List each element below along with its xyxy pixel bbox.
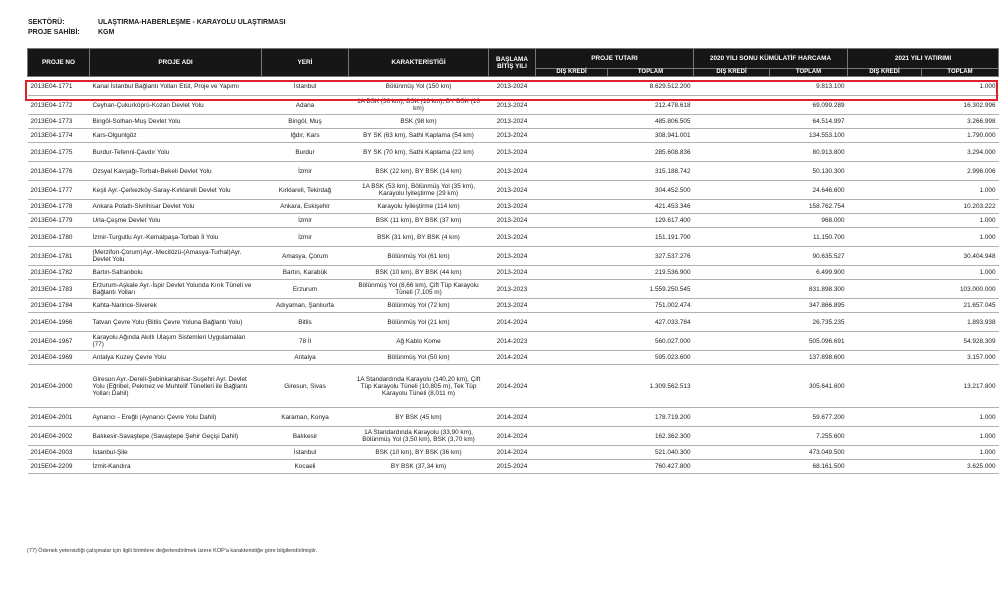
- cell-yeri: İstanbul: [262, 446, 349, 460]
- cell-baslama-bitis: 2015-2024: [489, 460, 536, 474]
- cell-h-dis-kredi: [694, 214, 770, 228]
- cell-proje-no: 2013E04-1778: [28, 200, 90, 214]
- cell-baslama-bitis: 2013-2023: [489, 280, 536, 299]
- cell-yeri: Antalya: [262, 351, 349, 365]
- cell-pt-dis-kredi: [536, 446, 608, 460]
- cell-y-toplam: 30.404.948: [922, 247, 999, 266]
- header-proje-adi: PROJE ADI: [90, 49, 262, 77]
- cell-pt-toplam: 595.023.600: [608, 351, 694, 365]
- cell-proje-no: 2013E04-1777: [28, 181, 90, 200]
- cell-proje-no: 2013E04-1775: [28, 143, 90, 162]
- cell-h-dis-kredi: [694, 247, 770, 266]
- subheader-h-toplam: TOPLAM: [770, 69, 848, 77]
- cell-yeri: Kocaeli: [262, 460, 349, 474]
- cell-h-dis-kredi: [694, 313, 770, 332]
- cell-karakteristigi: Bölünmüş Yol (8,66 km), Çift Tüp Karayolu Tüneli (7,105 m): [349, 280, 489, 299]
- cell-proje-no: 2014E04-2003: [28, 446, 90, 460]
- cell-h-toplam: 80.913.800: [770, 143, 848, 162]
- cell-proje-adi: Kahta-Narince-Siverek: [90, 299, 262, 313]
- cell-yeri: Balıkesir: [262, 427, 349, 446]
- cell-karakteristigi: BY SK (70 km), Sathi Kaplama (22 km): [349, 143, 489, 162]
- cell-y-toplam: 1.000: [922, 228, 999, 247]
- cell-baslama-bitis: 2013-2024: [489, 181, 536, 200]
- cell-proje-adi: Ozsyal Kavşağı-Torbalı-Bekeli Devlet Yolu: [90, 162, 262, 181]
- table-row: [28, 313, 999, 332]
- owner-value: KGM: [98, 29, 115, 36]
- cell-h-dis-kredi: [694, 181, 770, 200]
- cell-proje-adi: Giresun Ayr.-Dereli-Şebinkarahisar-Suşehri Ayr. Devlet Yolu (Eğribel, Pekmez ve Muhtelif Tünelleri ile Bağlantı Yolları Dahil): [90, 365, 262, 408]
- cell-yeri: İstanbul: [262, 77, 349, 96]
- cell-y-dis-kredi: [848, 280, 922, 299]
- cell-proje-no: 2014E04-1969: [28, 351, 90, 365]
- cell-h-dis-kredi: [694, 162, 770, 181]
- cell-karakteristigi: BSK (22 km), BY BSK (14 km): [349, 162, 489, 181]
- cell-baslama-bitis: 2013-2024: [489, 129, 536, 143]
- cell-h-toplam: 137.898.600: [770, 351, 848, 365]
- cell-proje-adi: İzmit-Kandıra: [90, 460, 262, 474]
- cell-y-toplam: 1.000: [922, 266, 999, 280]
- cell-baslama-bitis: 2013-2024: [489, 115, 536, 129]
- cell-y-toplam: 3.157.000: [922, 351, 999, 365]
- cell-yeri: Bartın, Karabük: [262, 266, 349, 280]
- cell-karakteristigi: Bölünmüş Yol (61 km): [349, 247, 489, 266]
- cell-karakteristigi: Karayolu İyileştirme (114 km): [349, 200, 489, 214]
- cell-h-dis-kredi: [694, 408, 770, 427]
- cell-y-dis-kredi: [848, 247, 922, 266]
- cell-y-toplam: 2.996.006: [922, 162, 999, 181]
- table-row: [28, 332, 999, 351]
- cell-yeri: Kırklareli, Tekirdağ: [262, 181, 349, 200]
- cell-proje-adi: Burdur-Tefenni-Çavdır Yolu: [90, 143, 262, 162]
- header-yeri: YERİ: [262, 49, 349, 77]
- cell-proje-adi: Urla-Çeşme Devlet Yolu: [90, 214, 262, 228]
- cell-y-toplam: 21.657.045: [922, 299, 999, 313]
- table-row: [28, 162, 999, 181]
- cell-pt-toplam: 421.453.346: [608, 200, 694, 214]
- table-row: [28, 228, 999, 247]
- cell-karakteristigi: BSK (98 km): [349, 115, 489, 129]
- cell-h-toplam: 134.553.100: [770, 129, 848, 143]
- owner-label: PROJE SAHİBİ:: [28, 29, 80, 36]
- header-2020-harcama: 2020 YILI SONU KÜMÜLATİF HARCAMA: [694, 49, 848, 69]
- project-table-wrapper: [27, 48, 998, 474]
- cell-y-dis-kredi: [848, 332, 922, 351]
- cell-y-toplam: 1.000: [922, 181, 999, 200]
- cell-y-toplam: 1.790.000: [922, 129, 999, 143]
- cell-y-dis-kredi: [848, 427, 922, 446]
- cell-y-toplam: 1.000: [922, 214, 999, 228]
- cell-y-toplam: 3.294.000: [922, 143, 999, 162]
- cell-proje-no: 2014E04-1966: [28, 313, 90, 332]
- table-row: [28, 214, 999, 228]
- cell-y-toplam: 16.302.996: [922, 96, 999, 115]
- cell-h-toplam: 158.762.754: [770, 200, 848, 214]
- cell-karakteristigi: Bölünmüş Yol (50 km): [349, 351, 489, 365]
- cell-pt-toplam: 427.033.784: [608, 313, 694, 332]
- table-row: [28, 427, 999, 446]
- subheader-h-dis-kredi: DIŞ KREDİ: [694, 69, 770, 77]
- cell-proje-adi: Bingöl-Solhan-Muş Devlet Yolu: [90, 115, 262, 129]
- cell-y-dis-kredi: [848, 129, 922, 143]
- cell-y-dis-kredi: [848, 365, 922, 408]
- cell-proje-no: 2013E04-1781: [28, 247, 90, 266]
- cell-h-dis-kredi: [694, 299, 770, 313]
- cell-pt-dis-kredi: [536, 181, 608, 200]
- owner-line: [28, 28, 114, 37]
- cell-proje-no: 2013E04-1780: [28, 228, 90, 247]
- cell-proje-no: 2013E04-1776: [28, 162, 90, 181]
- cell-baslama-bitis: 2013-2024: [489, 77, 536, 96]
- cell-y-toplam: 103.000.000: [922, 280, 999, 299]
- cell-h-toplam: 50.130.300: [770, 162, 848, 181]
- cell-pt-dis-kredi: [536, 214, 608, 228]
- cell-pt-dis-kredi: [536, 266, 608, 280]
- cell-y-toplam: 3.266.998: [922, 115, 999, 129]
- table-row: [28, 143, 999, 162]
- cell-karakteristigi: 1A Standardında Karayolu (33,90 km), Bölünmüş Yol (3,50 km), BSK (3,70 km): [349, 427, 489, 446]
- cell-y-dis-kredi: [848, 299, 922, 313]
- cell-yeri: Erzurum: [262, 280, 349, 299]
- cell-karakteristigi: Bölünmüş Yol (72 km): [349, 299, 489, 313]
- cell-h-toplam: 11.150.700: [770, 228, 848, 247]
- cell-karakteristigi: BY SK (63 km), Sathi Kaplama (54 km): [349, 129, 489, 143]
- table-row: [28, 129, 999, 143]
- cell-proje-no: 2013E04-1779: [28, 214, 90, 228]
- cell-pt-dis-kredi: [536, 280, 608, 299]
- cell-proje-adi: Aynarıcı - Ereğli (Aynarıcı Çevre Yolu Dahil): [90, 408, 262, 427]
- cell-h-dis-kredi: [694, 200, 770, 214]
- cell-h-toplam: 59.677.200: [770, 408, 848, 427]
- cell-baslama-bitis: 2013-2024: [489, 247, 536, 266]
- cell-pt-toplam: 521.040.300: [608, 446, 694, 460]
- cell-y-dis-kredi: [848, 351, 922, 365]
- cell-y-dis-kredi: [848, 460, 922, 474]
- cell-h-toplam: 64.514.997: [770, 115, 848, 129]
- cell-pt-toplam: 1.309.562.513: [608, 365, 694, 408]
- cell-yeri: Burdur: [262, 143, 349, 162]
- cell-proje-no: 2014E04-2002: [28, 427, 90, 446]
- cell-h-toplam: 26.735.235: [770, 313, 848, 332]
- cell-baslama-bitis: 2014-2024: [489, 446, 536, 460]
- cell-proje-no: 2013E04-1771: [28, 77, 90, 96]
- cell-pt-dis-kredi: [536, 313, 608, 332]
- cell-h-toplam: 831.898.300: [770, 280, 848, 299]
- sector-line: [28, 18, 286, 27]
- cell-yeri: Iğdır, Kars: [262, 129, 349, 143]
- cell-proje-adi: Tatvan Çevre Yolu (Bitlis Çevre Yoluna Bağlantı Yolu): [90, 313, 262, 332]
- cell-baslama-bitis: 2014-2024: [489, 427, 536, 446]
- cell-proje-adi: İstanbul-Şile: [90, 446, 262, 460]
- cell-y-toplam: 54.928.309: [922, 332, 999, 351]
- cell-yeri: Karaman, Konya: [262, 408, 349, 427]
- cell-pt-dis-kredi: [536, 460, 608, 474]
- cell-y-toplam: 1.000: [922, 408, 999, 427]
- cell-proje-no: 2013E04-1772: [28, 96, 90, 115]
- subheader-y-dis-kredi: DIŞ KREDİ: [848, 69, 922, 77]
- cell-pt-toplam: 751.002.474: [608, 299, 694, 313]
- cell-pt-dis-kredi: [536, 162, 608, 181]
- cell-h-toplam: 7.255.600: [770, 427, 848, 446]
- cell-pt-dis-kredi: [536, 427, 608, 446]
- subheader-pt-toplam: TOPLAM: [608, 69, 694, 77]
- cell-pt-dis-kredi: [536, 332, 608, 351]
- cell-proje-adi: Kanal İstanbul Bağlantı Yolları Etüt, Proje ve Yapımı: [90, 77, 262, 96]
- cell-proje-no: 2013E04-1774: [28, 129, 90, 143]
- table-body: [28, 77, 999, 474]
- cell-pt-toplam: 560.027.000: [608, 332, 694, 351]
- cell-karakteristigi: 1A BSK (30 km), BSK (16 km), BY BSK (10 km): [349, 96, 489, 115]
- cell-proje-no: 2013E04-1773: [28, 115, 90, 129]
- cell-h-dis-kredi: [694, 143, 770, 162]
- cell-h-toplam: 968.000: [770, 214, 848, 228]
- cell-y-toplam: 1.000: [922, 446, 999, 460]
- cell-h-dis-kredi: [694, 266, 770, 280]
- highlight-box: [25, 80, 998, 101]
- cell-karakteristigi: Bölünmüş Yol (150 km): [349, 77, 489, 96]
- cell-proje-adi: Keşli Ayr.-Çerkezköy-Saray-Kırklareli Devlet Yolu: [90, 181, 262, 200]
- cell-proje-no: 2013E04-1782: [28, 266, 90, 280]
- cell-proje-adi: Antalya Kuzey Çevre Yolu: [90, 351, 262, 365]
- cell-h-toplam: 473.049.500: [770, 446, 848, 460]
- cell-pt-dis-kredi: [536, 365, 608, 408]
- cell-proje-adi: Kars-Olgunlgöz: [90, 129, 262, 143]
- cell-h-dis-kredi: [694, 332, 770, 351]
- cell-pt-dis-kredi: [536, 143, 608, 162]
- cell-h-toplam: 505.096.691: [770, 332, 848, 351]
- cell-proje-adi: Karayolu Ağında Akıllı Ulaşım Sistemleri Uygulamaları (77): [90, 332, 262, 351]
- table-row: [28, 280, 999, 299]
- table-row: [28, 266, 999, 280]
- cell-y-dis-kredi: [848, 214, 922, 228]
- cell-karakteristigi: BSK (10 km), BY BSK (44 km): [349, 266, 489, 280]
- cell-baslama-bitis: 2013-2024: [489, 299, 536, 313]
- cell-h-toplam: 9.813.100: [770, 77, 848, 96]
- footnote: (77) Ödenek yetersizliği çalışmalar için ilgili birimlere değerlendirilmek üzere KOP'a karakteristiğe göre bilgilendirilmiştir.: [27, 548, 318, 554]
- cell-baslama-bitis: 2014-2023: [489, 332, 536, 351]
- cell-pt-toplam: 285.608.836: [608, 143, 694, 162]
- cell-proje-adi: İzmir-Turgutlu Ayr.-Kemalpaşa-Torbalı İl Yolu: [90, 228, 262, 247]
- subheader-pt-dis-kredi: DIŞ KREDİ: [536, 69, 608, 77]
- cell-y-dis-kredi: [848, 408, 922, 427]
- table-row: [28, 200, 999, 214]
- cell-baslama-bitis: 2013-2024: [489, 214, 536, 228]
- cell-karakteristigi: 1A Standardında Karayolu (140,20 km), Çift Tüp Karayolu Tüneli (10,805 m), Tek Tüp Karayolu Tüneli (8,011 m): [349, 365, 489, 408]
- cell-h-dis-kredi: [694, 446, 770, 460]
- cell-h-toplam: 347.866.895: [770, 299, 848, 313]
- cell-h-dis-kredi: [694, 115, 770, 129]
- cell-pt-toplam: 304.452.500: [608, 181, 694, 200]
- sector-value: ULAŞTIRMA-HABERLEŞME - KARAYOLU ULAŞTIRMASI: [98, 19, 286, 26]
- cell-pt-toplam: 308.941.001: [608, 129, 694, 143]
- cell-yeri: Adana: [262, 96, 349, 115]
- cell-y-dis-kredi: [848, 228, 922, 247]
- cell-baslama-bitis: 2014-2024: [489, 313, 536, 332]
- cell-proje-adi: Ceyhan-Çukurköprü-Kozan Devlet Yolu: [90, 96, 262, 115]
- cell-h-dis-kredi: [694, 365, 770, 408]
- cell-baslama-bitis: 2013-2024: [489, 143, 536, 162]
- cell-h-dis-kredi: [694, 351, 770, 365]
- cell-karakteristigi: BSK (11 km), BY BSK (37 km): [349, 214, 489, 228]
- table-row: [28, 181, 999, 200]
- cell-proje-no: 2013E04-1783: [28, 280, 90, 299]
- table-row: [28, 365, 999, 408]
- cell-karakteristigi: BY BSK (45 km): [349, 408, 489, 427]
- cell-h-toplam: 68.161.500: [770, 460, 848, 474]
- cell-proje-no: 2013E04-1784: [28, 299, 90, 313]
- cell-yeri: Ankara, Eskişehir: [262, 200, 349, 214]
- cell-h-dis-kredi: [694, 460, 770, 474]
- cell-karakteristigi: Ağ Kablo Kome: [349, 332, 489, 351]
- cell-baslama-bitis: 2013-2024: [489, 228, 536, 247]
- cell-proje-no: 2015E04-2209: [28, 460, 90, 474]
- cell-y-dis-kredi: [848, 115, 922, 129]
- cell-pt-toplam: 129.617.400: [608, 214, 694, 228]
- cell-pt-toplam: 315.188.742: [608, 162, 694, 181]
- cell-pt-toplam: 8.629.512.200: [608, 77, 694, 96]
- cell-karakteristigi: BSK (31 km), BY BSK (4 km): [349, 228, 489, 247]
- cell-y-dis-kredi: [848, 313, 922, 332]
- cell-y-toplam: 13.217.800: [922, 365, 999, 408]
- cell-pt-toplam: 151.191.700: [608, 228, 694, 247]
- cell-h-toplam: 6.499.900: [770, 266, 848, 280]
- cell-proje-no: 2014E04-1967: [28, 332, 90, 351]
- cell-yeri: 78 İl: [262, 332, 349, 351]
- header-proje-no: PROJE NO: [28, 49, 90, 77]
- cell-y-dis-kredi: [848, 446, 922, 460]
- cell-yeri: Adıyaman, Şanlıurfa: [262, 299, 349, 313]
- cell-proje-adi: (Merzifon-Çorum)Ayr.-Mecitözü-(Amasya-Turhal)Ayr. Devlet Yolu: [90, 247, 262, 266]
- table-row: [28, 460, 999, 474]
- cell-y-dis-kredi: [848, 200, 922, 214]
- table-row: [28, 408, 999, 427]
- cell-pt-toplam: 219.536.900: [608, 266, 694, 280]
- cell-proje-no: 2014E04-2001: [28, 408, 90, 427]
- cell-proje-adi: Balıkesir-Savaştepe (Savaştepe Şehir Geçişi Dahil): [90, 427, 262, 446]
- cell-y-toplam: 10.203.222: [922, 200, 999, 214]
- cell-h-dis-kredi: [694, 427, 770, 446]
- header-karakteristigi: KARAKTERİSTİĞİ: [349, 49, 489, 77]
- cell-y-dis-kredi: [848, 143, 922, 162]
- cell-pt-toplam: 212.478.618: [608, 96, 694, 115]
- cell-h-toplam: 90.635.527: [770, 247, 848, 266]
- cell-karakteristigi: BSK (10 km), BY BSK (36 km): [349, 446, 489, 460]
- cell-yeri: Bitlis: [262, 313, 349, 332]
- cell-pt-toplam: 178.719.200: [608, 408, 694, 427]
- header-2021-yatirim: 2021 YILI YATIRIMI: [848, 49, 999, 69]
- table-row: [28, 247, 999, 266]
- subheader-y-toplam: TOPLAM: [922, 69, 999, 77]
- cell-y-dis-kredi: [848, 181, 922, 200]
- cell-baslama-bitis: 2014-2024: [489, 351, 536, 365]
- cell-h-toplam: 69.099.289: [770, 96, 848, 115]
- cell-baslama-bitis: 2013-2024: [489, 200, 536, 214]
- cell-proje-no: 2014E04-2000: [28, 365, 90, 408]
- cell-pt-dis-kredi: [536, 351, 608, 365]
- cell-h-toplam: 305.641.600: [770, 365, 848, 408]
- table-row: [28, 299, 999, 313]
- cell-h-dis-kredi: [694, 228, 770, 247]
- cell-baslama-bitis: 2013-2024: [489, 96, 536, 115]
- cell-y-dis-kredi: [848, 266, 922, 280]
- cell-pt-toplam: 162.362.300: [608, 427, 694, 446]
- cell-y-toplam: 1.000: [922, 77, 999, 96]
- table-row: [28, 115, 999, 129]
- cell-proje-adi: Erzurum-Aşkale Ayr.-İspir Devlet Yolunda Kırık Tüneli ve Bağlantı Yolları: [90, 280, 262, 299]
- cell-pt-toplam: 760.427.800: [608, 460, 694, 474]
- cell-baslama-bitis: 2014-2024: [489, 408, 536, 427]
- cell-baslama-bitis: 2013-2024: [489, 162, 536, 181]
- cell-h-dis-kredi: [694, 280, 770, 299]
- table-row: [28, 351, 999, 365]
- cell-pt-dis-kredi: [536, 228, 608, 247]
- cell-yeri: İzmir: [262, 162, 349, 181]
- cell-proje-adi: Bartın-Safranbolu: [90, 266, 262, 280]
- cell-proje-adi: Ankara Polatlı-Sivrihisar Devlet Yolu: [90, 200, 262, 214]
- cell-y-toplam: 1.893.938: [922, 313, 999, 332]
- project-table: [27, 48, 999, 474]
- cell-pt-dis-kredi: [536, 200, 608, 214]
- cell-pt-toplam: 485.806.505: [608, 115, 694, 129]
- cell-karakteristigi: 1A BSK (53 km), Bölünmüş Yol (35 km), Karayolu İyileştirme (29 km): [349, 181, 489, 200]
- header-proje-tutari: PROJE TUTARI: [536, 49, 694, 69]
- cell-yeri: İzmir: [262, 228, 349, 247]
- cell-karakteristigi: Bölünmüş Yol (21 km): [349, 313, 489, 332]
- cell-pt-dis-kredi: [536, 299, 608, 313]
- cell-karakteristigi: BY BSK (37,34 km): [349, 460, 489, 474]
- cell-yeri: Bingöl, Muş: [262, 115, 349, 129]
- cell-pt-toplam: 327.537.276: [608, 247, 694, 266]
- cell-baslama-bitis: 2013-2024: [489, 266, 536, 280]
- cell-pt-dis-kredi: [536, 129, 608, 143]
- cell-h-toplam: 24.646.600: [770, 181, 848, 200]
- cell-y-toplam: 1.000: [922, 427, 999, 446]
- cell-yeri: Giresun, Sivas: [262, 365, 349, 408]
- cell-h-dis-kredi: [694, 129, 770, 143]
- table-row: [28, 446, 999, 460]
- cell-pt-dis-kredi: [536, 408, 608, 427]
- cell-baslama-bitis: 2014-2024: [489, 365, 536, 408]
- header-baslama-bitis: BAŞLAMA BİTİŞ YILI: [489, 49, 536, 77]
- cell-pt-dis-kredi: [536, 247, 608, 266]
- cell-yeri: İzmir: [262, 214, 349, 228]
- cell-y-dis-kredi: [848, 162, 922, 181]
- cell-pt-dis-kredi: [536, 115, 608, 129]
- sector-label: SEKTÖRÜ:: [28, 19, 65, 26]
- cell-pt-toplam: 1.559.250.545: [608, 280, 694, 299]
- cell-y-toplam: 3.625.000: [922, 460, 999, 474]
- cell-yeri: Amasya, Çorum: [262, 247, 349, 266]
